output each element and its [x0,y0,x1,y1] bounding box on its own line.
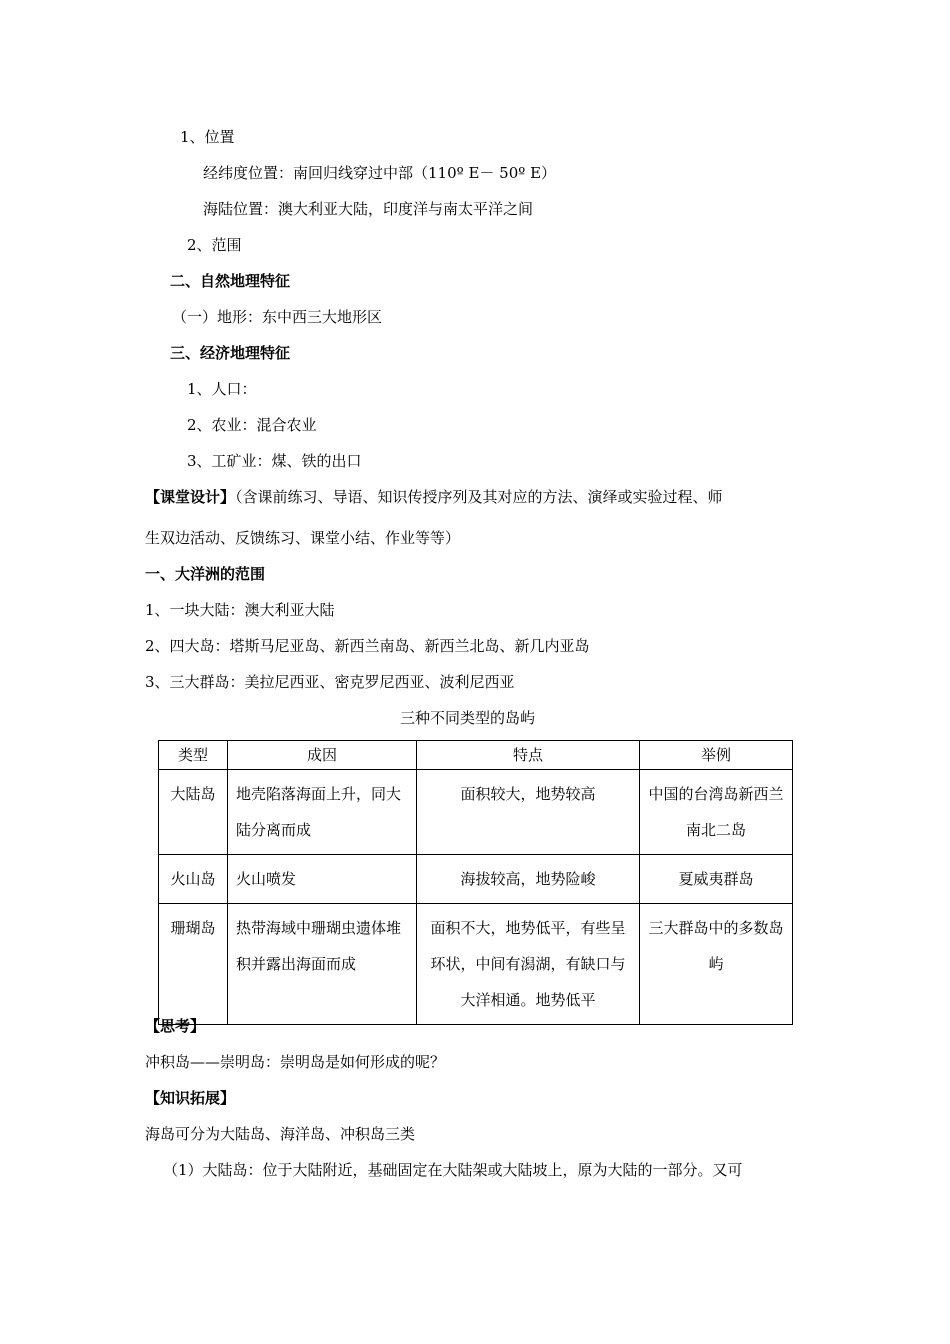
cell-cause: 地壳陷落海面上升，同大陆分离而成 [228,770,417,855]
cell-type: 大陆岛 [159,770,228,855]
table-row [159,904,793,1025]
extend-text-1: 海岛可分为大陆岛、海洋岛、冲积岛三类 [145,1125,416,1143]
cell-type: 珊瑚岛 [159,904,228,1025]
extend-text-2: （1）大陆岛：位于大陆附近，基础固定在大陆架或大陆坡上，原为大陆的一部分。又可 [163,1161,743,1179]
design-tag: 【课堂设计】 [145,488,236,506]
table-row [159,770,793,855]
table-caption: 三种不同类型的岛屿 [400,709,536,727]
extend-tag: 【知识拓展】 [145,1089,236,1107]
island-types-table [158,740,793,1025]
heading-oceania-range: 一、大洋洲的范围 [145,565,266,583]
outline-population: 1、人口： [187,380,257,398]
table-row [159,855,793,904]
header-cause: 成因 [228,741,417,770]
cell-examples: 三大群岛中的多数岛屿 [640,904,793,1025]
heading-economic: 三、经济地理特征 [170,344,291,362]
list-item: 1、一块大陆：澳大利亚大陆 [145,601,335,619]
list-item: 3、三大群岛：美拉尼西亚、密克罗尼西亚、波利尼西亚 [145,673,515,691]
cell-cause: 热带海域中珊瑚虫遗体堆积并露出海面而成 [228,904,417,1025]
cell-examples: 中国的台湾岛新西兰南北二岛 [640,770,793,855]
cell-features: 面积较大，地势较高 [417,770,640,855]
cell-examples: 夏威夷群岛 [640,855,793,904]
think-tag: 【思考】 [145,1017,206,1035]
heading-natural: 二、自然地理特征 [170,272,291,290]
cell-type: 火山岛 [159,855,228,904]
outline-position: 1、位置 [180,128,235,146]
table-header-row [159,741,793,770]
header-features: 特点 [417,741,640,770]
outline-terrain: （一）地形：东中西三大地形区 [172,308,383,326]
outline-latlon: 经纬度位置：南回归线穿过中部（110º E－ 50º E） [203,164,557,182]
header-type: 类型 [159,741,228,770]
outline-sea-land: 海陆位置：澳大利亚大陆，印度洋与南太平洋之间 [203,200,534,218]
outline-agriculture: 2、农业：混合农业 [187,416,317,434]
cell-features: 海拔较高，地势险峻 [417,855,640,904]
outline-range: 2、范围 [187,236,242,254]
design-text-1: （含课前练习、导语、知识传授序列及其对应的方法、演绎或实验过程、师 [235,488,723,506]
header-examples: 举例 [640,741,793,770]
think-text: 冲积岛——崇明岛：崇明岛是如何形成的呢？ [145,1053,446,1071]
outline-mining: 3、工矿业：煤、铁的出口 [187,452,362,470]
design-paragraph [145,487,723,507]
cell-features: 面积不大，地势低平，有些呈环状，中间有潟湖，有缺口与大洋相通。地势低平 [417,904,640,1025]
design-text-2: 生双边活动、反馈练习、课堂小结、作业等等） [145,529,461,547]
list-item: 2、四大岛：塔斯马尼亚岛、新西兰南岛、新西兰北岛、新几内亚岛 [145,637,590,655]
cell-cause: 火山喷发 [228,855,417,904]
